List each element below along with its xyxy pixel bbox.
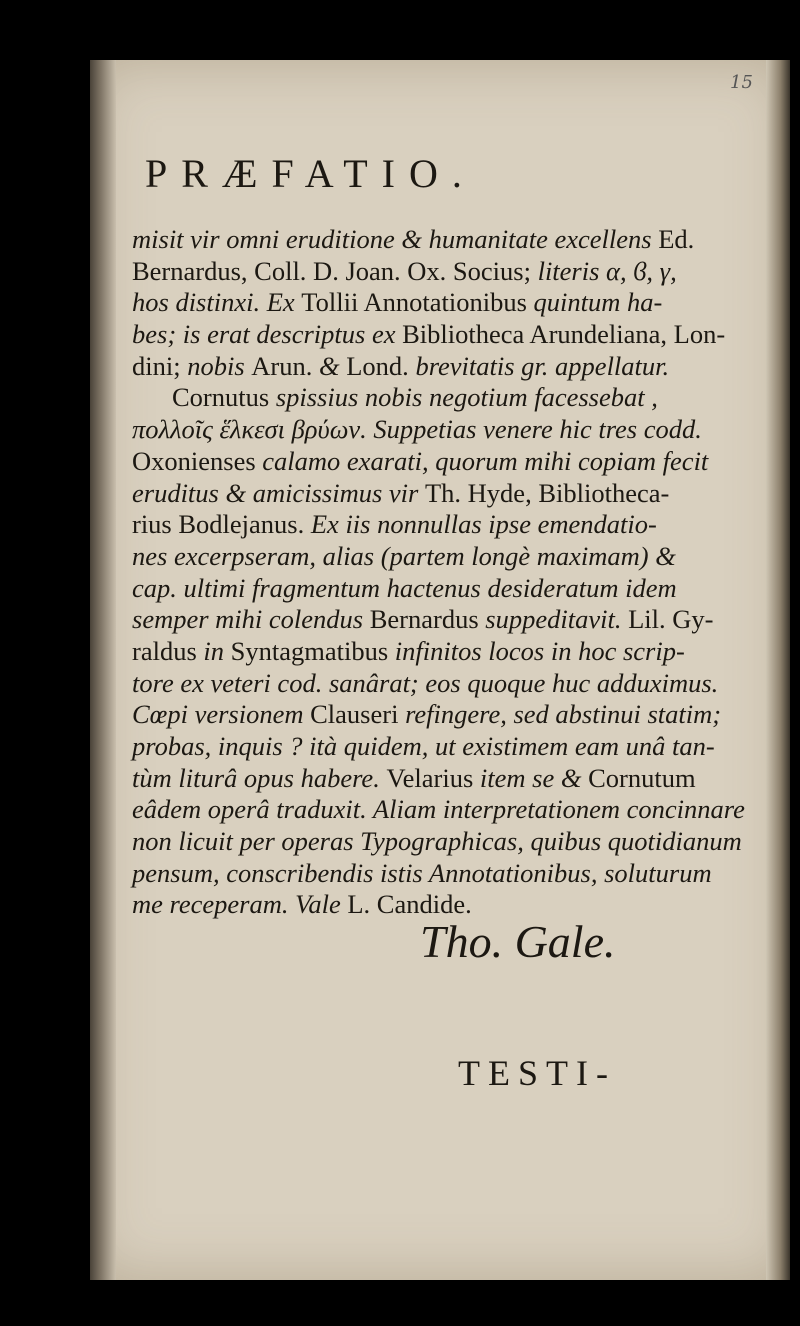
text-segment: L. Candide. bbox=[347, 889, 472, 920]
text-line bbox=[132, 763, 762, 795]
text-segment: misit vir omni eruditione & humanitate excellens bbox=[132, 224, 659, 254]
text-segment: literis α, ϐ, γ, bbox=[537, 255, 677, 286]
text-segment: rius Bodlejanus. bbox=[132, 509, 311, 540]
text-segment: me receperam. Vale bbox=[132, 889, 348, 920]
text-segment: dini; bbox=[132, 350, 188, 381]
text-segment: probas, inquis ? ità quidem, ut existimem eam unâ tan- bbox=[132, 731, 715, 761]
text-segment: Syntagmatibus bbox=[230, 635, 395, 666]
text-segment: Oxonienses bbox=[132, 445, 263, 476]
text-line bbox=[132, 351, 762, 383]
text-line bbox=[132, 794, 762, 826]
text-segment: quintum ha- bbox=[533, 287, 663, 318]
text-segment: pensum, conscribendis istis Annotationibus, soluturum bbox=[132, 857, 712, 888]
text-segment: Ed. bbox=[658, 224, 695, 254]
text-segment: eruditus & amicissimus vir bbox=[132, 477, 425, 508]
folio-mark: 15 bbox=[730, 72, 753, 93]
text-segment: spissius nobis negotium facessebat , bbox=[275, 382, 658, 413]
book-page bbox=[90, 60, 790, 1280]
text-segment: Bernardus bbox=[369, 604, 486, 635]
text-segment: πολλοῖς ἕλκεσι βρύων. bbox=[132, 414, 374, 445]
text-line bbox=[132, 319, 762, 351]
text-segment: raldus bbox=[132, 635, 204, 666]
text-line bbox=[132, 636, 762, 668]
text-segment: Bibliotheca Arundeliana, Lon- bbox=[402, 319, 726, 350]
text-segment: cap. ultimi fragmentum hactenus desideratum idem bbox=[132, 572, 677, 603]
text-segment: Clauseri bbox=[310, 699, 406, 730]
text-segment: Tollii Annotationibus bbox=[301, 287, 534, 318]
text-segment: Cornutum bbox=[588, 762, 696, 793]
text-segment: nobis bbox=[187, 350, 252, 381]
text-segment: item se & bbox=[479, 762, 589, 793]
text-segment: Cornutus bbox=[172, 382, 276, 413]
text-line bbox=[132, 287, 762, 319]
text-line bbox=[132, 699, 762, 731]
text-line bbox=[132, 256, 762, 288]
text-line bbox=[132, 382, 762, 414]
text-segment: brevitatis gr. appellatur. bbox=[415, 350, 670, 381]
body-text bbox=[132, 224, 762, 921]
text-line bbox=[132, 668, 762, 700]
catchword: TESTI- bbox=[458, 1053, 616, 1093]
text-segment: Th. Hyde, Bibliotheca- bbox=[424, 477, 670, 508]
text-segment: tore ex veteri cod. sanârat; eos quoque huc adduximus. bbox=[132, 667, 719, 698]
text-segment: in bbox=[203, 635, 231, 666]
text-segment: non licuit per operas Typographicas, quibus quotidianum bbox=[132, 826, 742, 857]
text-line bbox=[132, 414, 762, 446]
text-segment: Arun. bbox=[251, 350, 319, 381]
text-line bbox=[132, 446, 762, 478]
text-line bbox=[132, 604, 762, 636]
text-segment: tùm liturâ opus habere. bbox=[132, 762, 387, 793]
page-edge-shadow bbox=[766, 60, 790, 1280]
text-line bbox=[132, 478, 762, 510]
text-segment: eâdem operâ traduxit. Aliam interpretationem concinnare bbox=[132, 794, 745, 825]
text-segment: Lil. Gy- bbox=[628, 604, 714, 635]
text-segment: Bernardus, Coll. D. Joan. Ox. Socius; bbox=[132, 255, 538, 286]
text-segment: infinitos locos in hoc scrip- bbox=[394, 635, 685, 666]
text-segment: calamo exarati, quorum mihi copiam fecit bbox=[262, 445, 709, 476]
text-segment: refingere, sed abstinui statim; bbox=[405, 699, 722, 730]
text-segment: Velarius bbox=[386, 762, 480, 793]
text-segment: bes; is erat descriptus ex bbox=[132, 319, 403, 350]
text-segment: Ex iis nonnullas ipse emendatio- bbox=[310, 509, 657, 540]
text-segment: & bbox=[319, 350, 347, 381]
text-segment: nes excerpseram, alias (partem longè maximam) & bbox=[132, 540, 676, 571]
signature: Tho. Gale. bbox=[420, 916, 616, 967]
text-segment: Lond. bbox=[346, 350, 416, 381]
text-segment: suppeditavit. bbox=[485, 604, 629, 635]
text-line bbox=[132, 858, 762, 890]
text-line bbox=[132, 573, 762, 605]
text-segment: Suppetias venere hic tres codd. bbox=[373, 414, 702, 445]
text-line bbox=[132, 731, 762, 763]
text-segment: hos distinxi. Ex bbox=[132, 287, 302, 318]
text-line bbox=[132, 509, 762, 541]
text-line bbox=[132, 224, 762, 256]
text-line bbox=[132, 826, 762, 858]
text-segment: semper mihi colendus bbox=[132, 604, 370, 635]
book-binding-gutter bbox=[90, 60, 116, 1280]
running-head: PRÆFATIO. bbox=[145, 151, 476, 196]
text-segment: Cœpi versionem bbox=[132, 699, 311, 730]
text-line bbox=[132, 541, 762, 573]
